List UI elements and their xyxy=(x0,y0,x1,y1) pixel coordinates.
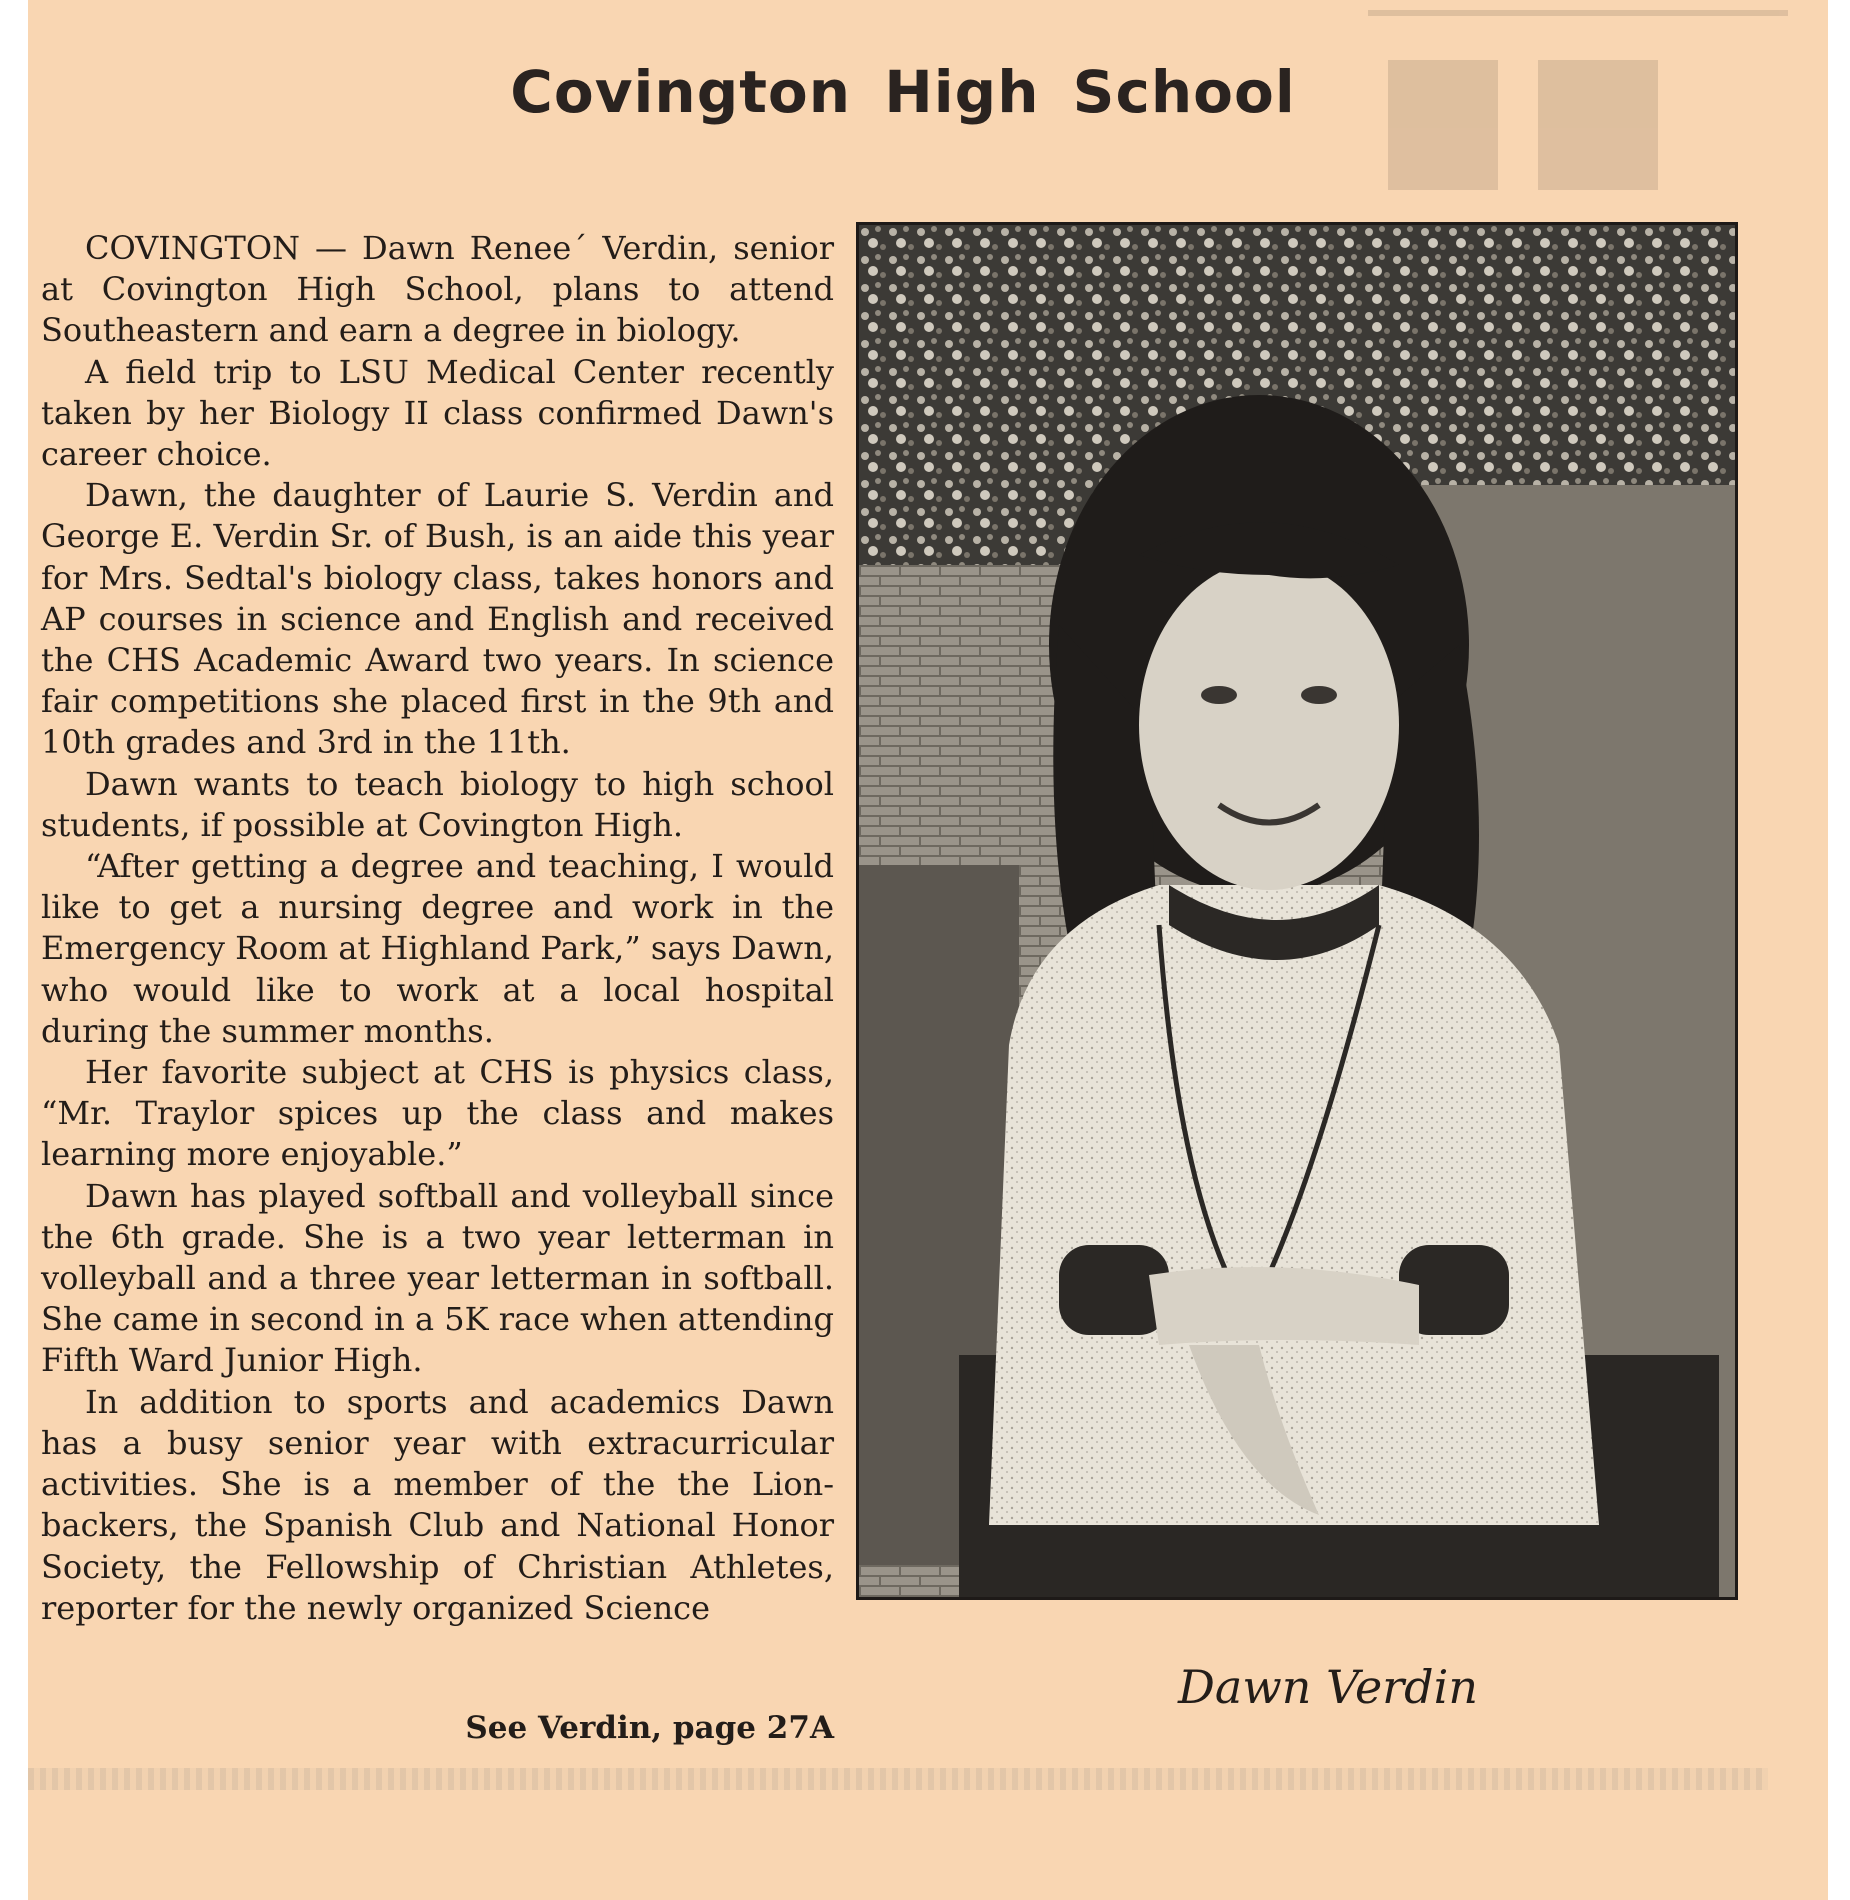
page-title: Covington High School xyxy=(510,58,1296,126)
article-paragraph: Dawn has played softball and volleyball since the 6th grade. She is a two year letterman in volleyball and a three year letterman in softball. She came in second in a 5K race when attending Fifth Ward Junior High. xyxy=(41,1176,834,1380)
article-paragraph: COVINGTON — Dawn Renee´ Verdin, senior at Covington High School, plans to attend Southeastern and earn a degree in biology. xyxy=(41,229,834,350)
portrait-photo xyxy=(856,222,1738,1600)
newspaper-clipping xyxy=(28,0,1828,1900)
article-paragraph: Dawn, the daughter of Laurie S. Verdin and George E. Verdin Sr. of Bush, is an aide this year for Mrs. Sedtal's biology class, takes honors and AP courses in science and English and received the CHS Academic Award two years. In science fair competitions she placed first in the 9th and 10th grades and 3rd in the 11th. xyxy=(41,476,834,762)
article-body xyxy=(41,228,834,1629)
portrait-illustration xyxy=(859,225,1735,1597)
bottom-rule xyxy=(28,1768,1768,1790)
article-paragraph: In addition to sports and academics Dawn has a busy senior year with extracurricular activities. She is a member of the the Lionbackers, the Spanish Club and National Honor Society, the Fellowship of Christian Athletes, reporter for the newly organized Science xyxy=(41,1382,834,1627)
photo-caption: Dawn Verdin xyxy=(1178,1660,1478,1714)
article-paragraph: Her favorite subject at CHS is physics class, “Mr. Traylor spices up the class and makes learning more enjoyable.” xyxy=(41,1053,834,1174)
article-paragraph: A field trip to LSU Medical Center recently taken by her Biology II class confirmed Dawn's career choice. xyxy=(41,352,834,474)
continued-reference: See Verdin, page 27A xyxy=(465,1710,834,1746)
article-paragraph: Dawn wants to teach biology to high school students, if possible at Covington High. xyxy=(41,764,834,844)
article-paragraph: “After getting a degree and teaching, I would like to get a nursing degree and work in the Emergency Room at Highland Park,” says Dawn, who would like to work at a local hospital during the summer months. xyxy=(41,847,834,1050)
